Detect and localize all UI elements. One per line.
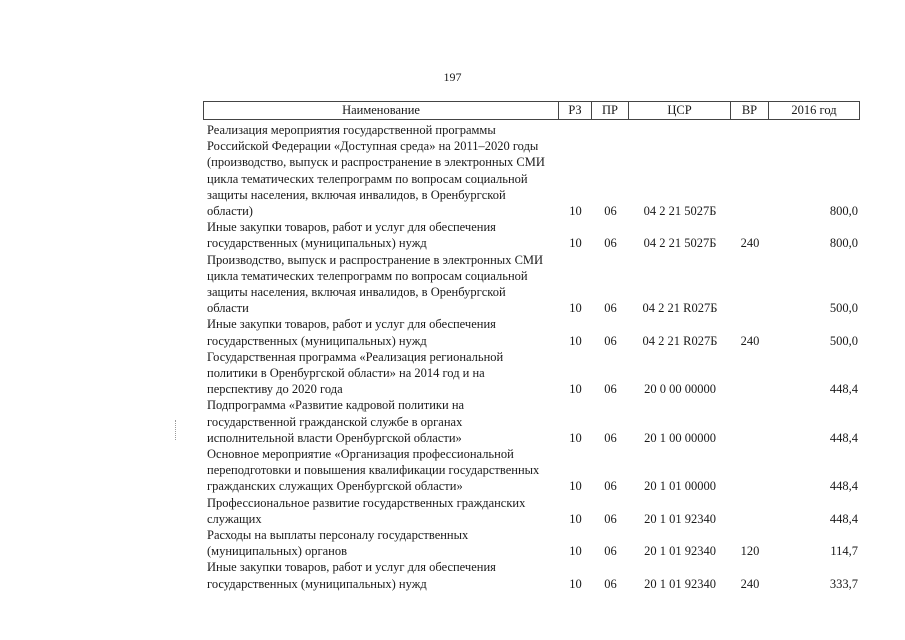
row-csr: 04 2 21 5027Б xyxy=(643,236,717,251)
table-body xyxy=(203,122,860,592)
table-row xyxy=(203,559,860,591)
row-csr: 20 1 01 00000 xyxy=(644,479,716,494)
row-rz: 10 xyxy=(569,382,582,397)
row-rz: 10 xyxy=(569,204,582,219)
header-rz: РЗ xyxy=(559,102,592,119)
row-name-line: Реализация мероприятия государственной программы xyxy=(207,123,496,137)
table-row xyxy=(203,122,860,219)
table-row xyxy=(203,446,860,495)
row-name xyxy=(203,495,557,527)
row-csr: 20 1 01 92340 xyxy=(644,511,716,526)
row-name-line: цикла тематических телепрограмм по вопросам социальной xyxy=(207,268,528,283)
table-row xyxy=(203,527,860,559)
scan-edge-mark xyxy=(175,420,177,440)
row-name xyxy=(203,252,557,317)
row-sum: 448,4 xyxy=(829,511,858,526)
row-sum: 333,7 xyxy=(829,576,858,591)
row-sum: 800,0 xyxy=(829,236,858,251)
row-sum: 500,0 xyxy=(829,301,858,316)
row-pr: 06 xyxy=(604,204,617,219)
row-vr: 120 xyxy=(740,544,760,559)
row-name xyxy=(203,397,557,446)
header-csr: ЦСР xyxy=(629,102,731,119)
row-name-line: Государственная программа «Реализация региональной xyxy=(207,349,504,364)
row-vr: 240 xyxy=(740,576,760,591)
row-pr: 06 xyxy=(604,576,617,591)
row-name xyxy=(203,446,557,495)
row-rz: 10 xyxy=(569,511,582,526)
row-name-line: политики в Оренбургской области» на 2014 год и на xyxy=(207,366,485,381)
row-sum: 448,4 xyxy=(829,430,858,445)
row-name-line: (производство, выпуск и распространение в электронных СМИ xyxy=(207,155,545,170)
table-row xyxy=(203,397,860,446)
row-rz: 10 xyxy=(569,576,582,591)
row-name-line: защиты населения, включая инвалидов, в Оренбургской xyxy=(207,187,506,202)
row-name-line: Иные закупки товаров, работ и услуг для обеспечения xyxy=(207,560,496,575)
row-name xyxy=(203,527,557,559)
row-pr: 06 xyxy=(604,544,617,559)
row-name-line: переподготовки и повышения квалификации государственных xyxy=(207,463,540,478)
row-rz: 10 xyxy=(569,301,582,316)
row-name-line: гражданских служащих Оренбургской области» xyxy=(207,479,463,494)
table-header xyxy=(203,101,860,120)
row-vr: 240 xyxy=(740,333,760,348)
row-rz: 10 xyxy=(569,236,582,251)
table-row xyxy=(203,252,860,317)
row-name-line: государственных (муниципальных) нужд xyxy=(207,576,427,591)
table-row xyxy=(203,219,860,251)
row-name xyxy=(203,316,557,348)
row-name-line: защиты населения, включая инвалидов, в Оренбургской xyxy=(207,285,506,300)
row-pr: 06 xyxy=(604,511,617,526)
row-rz: 10 xyxy=(569,544,582,559)
row-name-line: Основное мероприятие «Организация профессиональной xyxy=(207,447,514,462)
row-name xyxy=(203,122,557,219)
row-rz: 10 xyxy=(569,430,582,445)
row-csr: 04 2 21 R027Б xyxy=(642,301,718,316)
row-csr: 20 1 01 92340 xyxy=(644,576,716,591)
row-name-line: Иные закупки товаров, работ и услуг для обеспечения xyxy=(207,220,496,235)
row-name-line: Производство, выпуск и распространение в электронных СМИ xyxy=(207,252,544,267)
row-name xyxy=(203,219,557,251)
row-rz: 10 xyxy=(569,333,582,348)
header-vr: ВР xyxy=(731,102,769,119)
row-csr: 20 0 00 00000 xyxy=(644,382,716,397)
row-sum: 800,0 xyxy=(829,204,858,219)
row-name-line: исполнительной власти Оренбургской области» xyxy=(207,430,462,445)
header-name: Наименование xyxy=(203,102,559,119)
table-row xyxy=(203,349,860,398)
row-name-line: цикла тематических телепрограмм по вопросам социальной xyxy=(207,171,528,186)
header-pr: ПР xyxy=(592,102,629,119)
row-name-line: области xyxy=(207,301,249,316)
row-name-line: области) xyxy=(207,204,253,219)
row-name-line: Иные закупки товаров, работ и услуг для обеспечения xyxy=(207,317,496,332)
row-name-line: (муниципальных) органов xyxy=(207,544,348,559)
row-name-line: государственных (муниципальных) нужд xyxy=(207,236,427,251)
row-name-line: Профессиональное развитие государственных гражданских xyxy=(207,495,526,510)
row-rz: 10 xyxy=(569,479,582,494)
table-row xyxy=(203,316,860,348)
row-pr: 06 xyxy=(604,382,617,397)
row-sum: 114,7 xyxy=(830,544,858,559)
row-name xyxy=(203,349,557,398)
table-row xyxy=(203,495,860,527)
row-name xyxy=(203,559,557,591)
header-year: 2016 год xyxy=(769,102,860,119)
page-number: 197 xyxy=(443,70,462,84)
row-name-line: государственной гражданской службе в органах xyxy=(207,414,463,429)
row-name-line: Российской Федерации «Доступная среда» на 2011–2020 годы xyxy=(207,139,539,154)
row-pr: 06 xyxy=(604,479,617,494)
row-pr: 06 xyxy=(604,430,617,445)
row-name-line: перспективу до 2020 года xyxy=(207,382,343,397)
row-sum: 500,0 xyxy=(829,333,858,348)
row-name-line: Расходы на выплаты персоналу государственных xyxy=(207,528,469,543)
row-sum: 448,4 xyxy=(829,382,858,397)
row-name-line: государственных (муниципальных) нужд xyxy=(207,333,427,348)
row-csr: 04 2 21 5027Б xyxy=(643,204,717,219)
row-pr: 06 xyxy=(604,333,617,348)
row-csr: 20 1 01 92340 xyxy=(644,544,716,559)
row-pr: 06 xyxy=(604,301,617,316)
row-sum: 448,4 xyxy=(829,479,858,494)
row-csr: 04 2 21 R027Б xyxy=(642,333,718,348)
row-name-line: Подпрограмма «Развитие кадровой политики на xyxy=(207,398,465,413)
row-pr: 06 xyxy=(604,236,617,251)
row-name-line: служащих xyxy=(207,511,262,526)
row-csr: 20 1 00 00000 xyxy=(644,430,716,445)
row-vr: 240 xyxy=(740,236,760,251)
